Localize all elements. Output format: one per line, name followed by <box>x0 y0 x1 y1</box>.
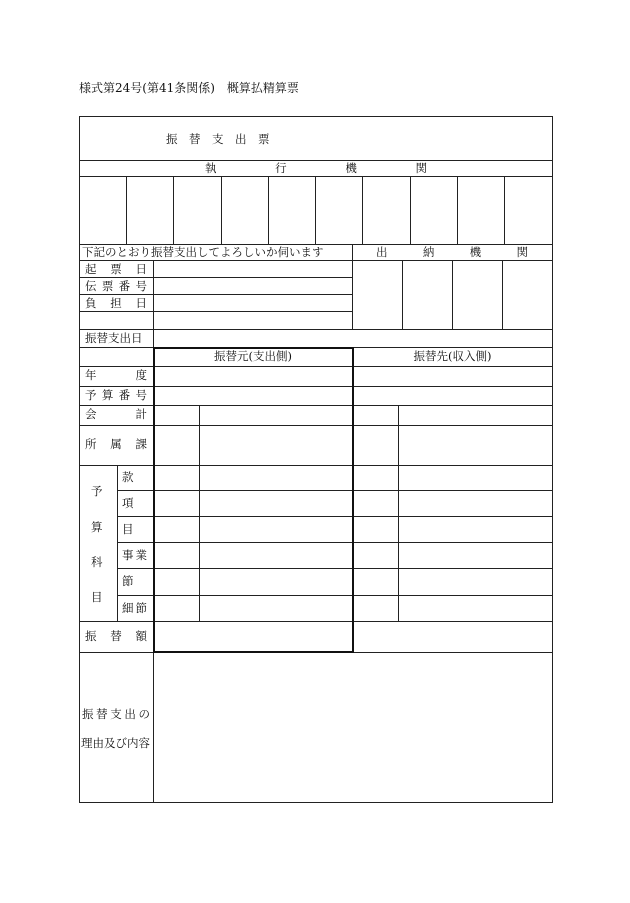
kan-label: 款 <box>122 470 134 484</box>
reason-label-line1: 振 替 支 出 の <box>82 707 150 721</box>
form-number-title: 様式第24号(第41条関係) 概算払精算票 <box>79 81 299 95</box>
nendo-label: 年 度 <box>85 368 147 382</box>
jigyo-label: 事 業 <box>122 548 147 562</box>
yosan-kamoku-label-1: 予 <box>91 484 103 498</box>
saisetsu-label: 細 節 <box>122 601 147 615</box>
futan-bi-label: 負 担 日 <box>85 296 147 310</box>
kihyo-bi-label: 起 票 日 <box>85 262 147 276</box>
furikae-moto-block <box>153 347 354 653</box>
setsu-label: 節 <box>122 574 134 588</box>
denpyo-bango-label: 伝 票 番 号 <box>85 279 147 293</box>
suito-kikan-label: 出 納 機 関 <box>376 245 528 259</box>
yosan-kamoku-label-4: 目 <box>91 590 103 604</box>
request-text: 下記のとおり振替支出してよろしいか伺います <box>82 245 324 259</box>
kou-label: 項 <box>122 496 134 510</box>
yosan-bango-label: 予 算 番 号 <box>85 388 147 402</box>
furikae-saki-header: 振替先(収入側) <box>413 349 492 363</box>
furikae-gaku-label: 振 替 額 <box>85 629 147 643</box>
yosan-kamoku-label-2: 算 <box>91 520 103 534</box>
shozoku-ka-label: 所 属 課 <box>85 437 147 451</box>
reason-label-line2: 理由及び内容 <box>81 736 150 750</box>
moku-label: 目 <box>122 522 134 536</box>
shikko-kikan-stamp-cells <box>80 177 552 244</box>
furikae-moto-header: 振替元(支出側) <box>214 349 292 363</box>
yosan-kamoku-label-3: 科 <box>91 555 103 569</box>
form-title: 振 替 支 出 票 <box>166 132 270 146</box>
shikko-kikan-label: 執 行 機 関 <box>205 161 427 175</box>
furikae-shishutsubi-label: 振替支出日 <box>85 331 143 345</box>
kaikei-label: 会 計 <box>85 407 147 421</box>
